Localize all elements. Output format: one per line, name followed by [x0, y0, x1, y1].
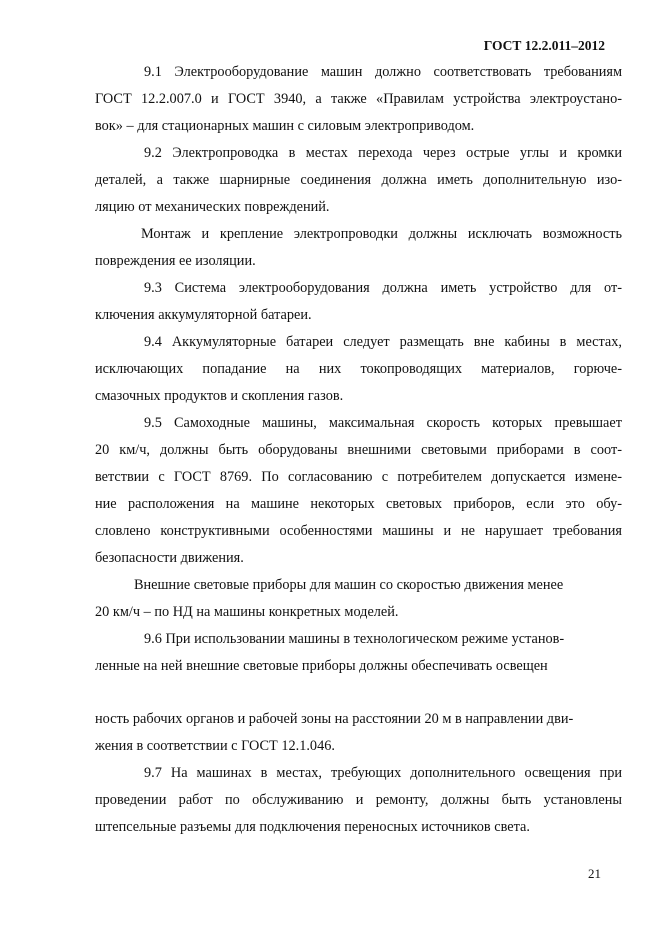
page-number: 21	[588, 866, 601, 881]
text-line: 9.5 Самоходные машины, максимальная скорость которых превышает	[144, 415, 622, 431]
text-line: ляцию от механических повреждений.	[95, 199, 330, 215]
text-line: 20 км/ч, должны быть оборудованы внешними световыми приборами в соот-	[95, 442, 622, 458]
text-line: ГОСТ 12.2.007.0 и ГОСТ 3940, а также «Правилам устройства электроустано-	[95, 91, 622, 107]
text-line: безопасности движения.	[95, 550, 244, 566]
text-line: Внешние световые приборы для машин со скоростью движения менее	[134, 577, 564, 593]
text-line: 9.3 Система электрооборудования должна иметь устройство для от-	[144, 280, 622, 296]
text-line: словлено конструктивными особенностями машины и не нарушает требования	[95, 523, 622, 539]
text-line: ключения аккумуляторной батареи.	[95, 307, 312, 323]
text-line: 9.1 Электрооборудование машин должно соответствовать требованиям	[144, 64, 622, 80]
text-line: вок» – для стационарных машин с силовым электроприводом.	[95, 118, 475, 134]
text-line: 9.6 При использовании машины в технологическом режиме установ-	[144, 631, 565, 647]
text-line: ленные на ней внешние световые приборы должны обеспечивать освещен	[95, 658, 548, 674]
text-line: ние расположения на машине некоторых световых приборов, если это обу-	[95, 496, 622, 512]
text-line: 9.7 На машинах в местах, требующих дополнительного освещения при	[144, 765, 622, 781]
text-line: деталей, а также шарнирные соединения должна иметь дополнительную изо-	[95, 172, 622, 188]
text-line: исключающих попадание на них токопроводящих материалов, горюче-	[95, 361, 622, 377]
text-line: 9.4 Аккумуляторные батареи следует размещать вне кабины в местах,	[144, 334, 622, 350]
text-line: штепсельные разъемы для подключения переносных источников света.	[95, 819, 530, 835]
text-line: ветствии с ГОСТ 8769. По согласованию с потребителем допускается измене-	[95, 469, 622, 485]
text-line: смазочных продуктов и скопления газов.	[95, 388, 344, 404]
text-line: Монтаж и крепление электропроводки должны исключать возможность	[141, 226, 622, 242]
text-line: ность рабочих органов и рабочей зоны на расстоянии 20 м в направлении дви-	[95, 711, 574, 727]
text-line: проведении работ по обслуживанию и ремонту, должны быть установлены	[95, 792, 622, 808]
text-line: жения в соответствии с ГОСТ 12.1.046.	[95, 738, 335, 754]
text-line: 20 км/ч – по НД на машины конкретных моделей.	[95, 604, 399, 620]
text-line: 9.2 Электропроводка в местах перехода через острые углы и кромки	[144, 145, 622, 161]
text-line: повреждения ее изоляции.	[95, 253, 256, 269]
standard-header: ГОСТ 12.2.011–2012	[483, 38, 605, 53]
